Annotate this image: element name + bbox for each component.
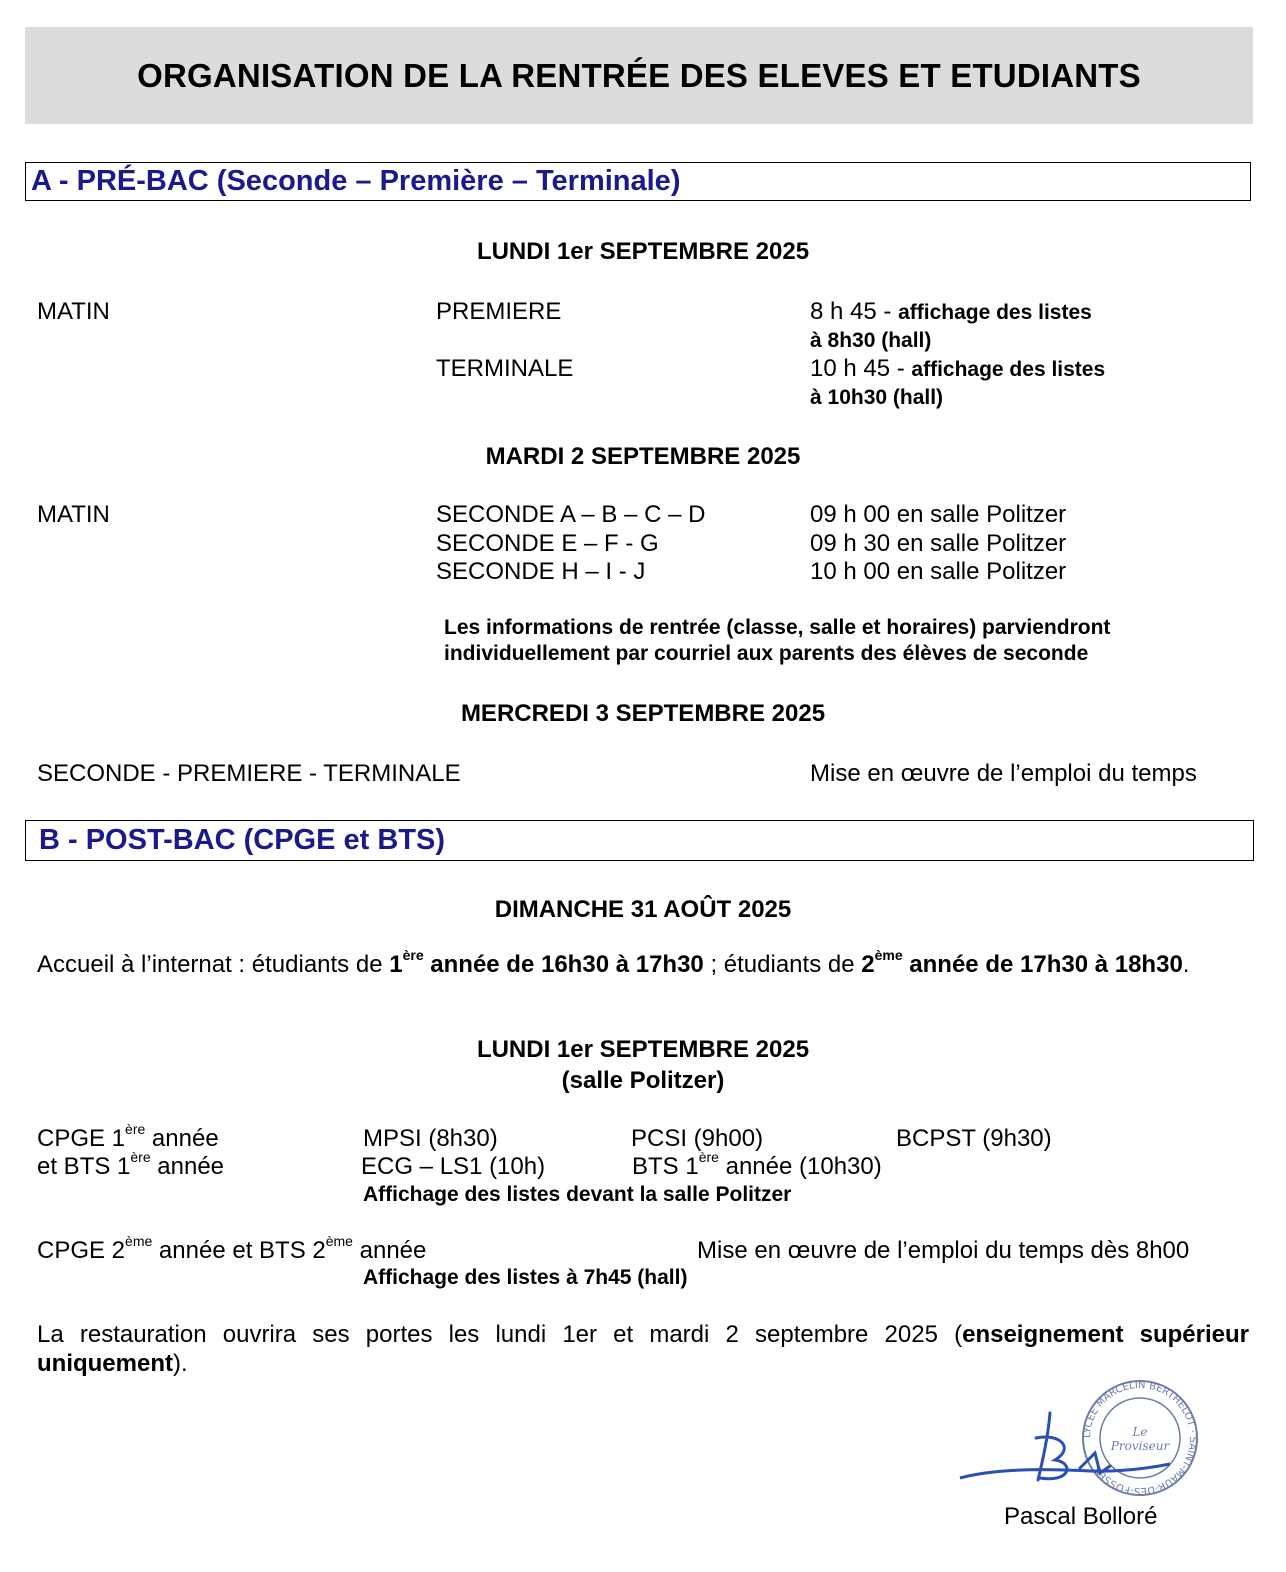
section-b-header <box>25 820 1254 861</box>
ecg-time: ECG – LS1 (10h) <box>361 1153 546 1180</box>
second-year-label: CPGE 2ème année et BTS 2ème année <box>37 1233 427 1264</box>
bts1-label: et BTS 1ère année <box>37 1149 225 1180</box>
cpge1-label: CPGE 1ère année <box>37 1121 219 1152</box>
day2-time-row: 09 h 00 en salle Politzer <box>810 501 1067 528</box>
mpsi-time: MPSI (8h30) <box>363 1125 498 1152</box>
day2-date: MARDI 2 SEPTEMBRE 2025 <box>485 443 801 470</box>
day2-time-row: 09 h 30 en salle Politzer <box>810 530 1067 557</box>
section-b-title: B - POST-BAC (CPGE et BTS) <box>39 824 446 856</box>
day1-date: LUNDI 1er SEPTEMBRE 2025 <box>476 238 810 265</box>
day2-info-line1: Les informations de rentrée (classe, salle et horaires) parviendront <box>444 616 1111 639</box>
pcsi-time: PCSI (9h00) <box>631 1125 764 1152</box>
day3-date: MERCREDI 3 SEPTEMBRE 2025 <box>460 700 826 727</box>
stamp-center-proviseur: Proviseur <box>1110 1439 1170 1453</box>
bcpst-time: BCPST (9h30) <box>896 1125 1052 1152</box>
bts-time: BTS 1ère année (10h30) <box>632 1149 882 1180</box>
day3-note: Mise en œuvre de l’emploi du temps <box>810 760 1197 787</box>
page-title: ORGANISATION DE LA RENTRÉE DES ELEVES ET ETUDIANTS <box>137 56 1141 94</box>
day1-note-terminale: à 10h30 (hall) <box>810 386 944 409</box>
day2-class-row: SECONDE A – B – C – D <box>436 501 706 528</box>
day3-classes: SECONDE - PREMIERE - TERMINALE <box>37 760 461 787</box>
day2-period: MATIN <box>37 501 110 528</box>
listes-politzer: Affichage des listes devant la salle Politzer <box>363 1183 792 1206</box>
day1-class-premiere: PREMIERE <box>436 298 562 325</box>
sunday-date: DIMANCHE 31 AOÛT 2025 <box>494 896 792 923</box>
day2-class-row: SECONDE E – F - G <box>436 530 659 557</box>
day2-class-row: SECONDE H – I - J <box>436 558 646 585</box>
day1-period: MATIN <box>37 298 110 325</box>
section-a-title: A - PRÉ-BAC (Seconde – Première – Terminale) <box>31 165 681 197</box>
day1-class-terminale: TERMINALE <box>436 355 574 382</box>
school-stamp <box>950 1378 1210 1508</box>
day2-info-line2: individuellement par courriel aux parents des élèves de seconde <box>444 642 1089 665</box>
day1-time-terminale: 10 h 45 - affichage des listes <box>810 355 1106 382</box>
stamp-center-le: Le <box>1132 1425 1148 1439</box>
restauration-paragraph: La restauration ouvrira ses portes les lundi 1er et mardi 2 septembre 2025 (enseignement supérieur uniquement). <box>37 1321 1249 1377</box>
section-a-header <box>25 162 1251 201</box>
title-bar <box>25 27 1253 124</box>
second-year-note: Mise en œuvre de l’emploi du temps dès 8h00 <box>697 1237 1190 1264</box>
day1-time-premiere: 8 h 45 - affichage des listes <box>810 298 1092 325</box>
stamp-ring-text: LYCEE MARCELIN BERTHELOT · SAINT-MAUR-DES-FOSSES <box>1081 1379 1199 1497</box>
day2-time-row: 10 h 00 en salle Politzer <box>810 558 1067 585</box>
sunday-paragraph: Accueil à l’internat : étudiants de 1ère année de 16h30 à 17h30 ; étudiants de 2ème année de 17h30 à 18h30. <box>37 947 1190 978</box>
day1-note-premiere: à 8h30 (hall) <box>810 329 932 352</box>
monday-date: LUNDI 1er SEPTEMBRE 2025 <box>476 1036 810 1063</box>
signatory-name: Pascal Bolloré <box>1004 1503 1158 1530</box>
listes-hall: Affichage des listes à 7h45 (hall) <box>363 1266 688 1289</box>
monday-location: (salle Politzer) <box>561 1067 725 1094</box>
